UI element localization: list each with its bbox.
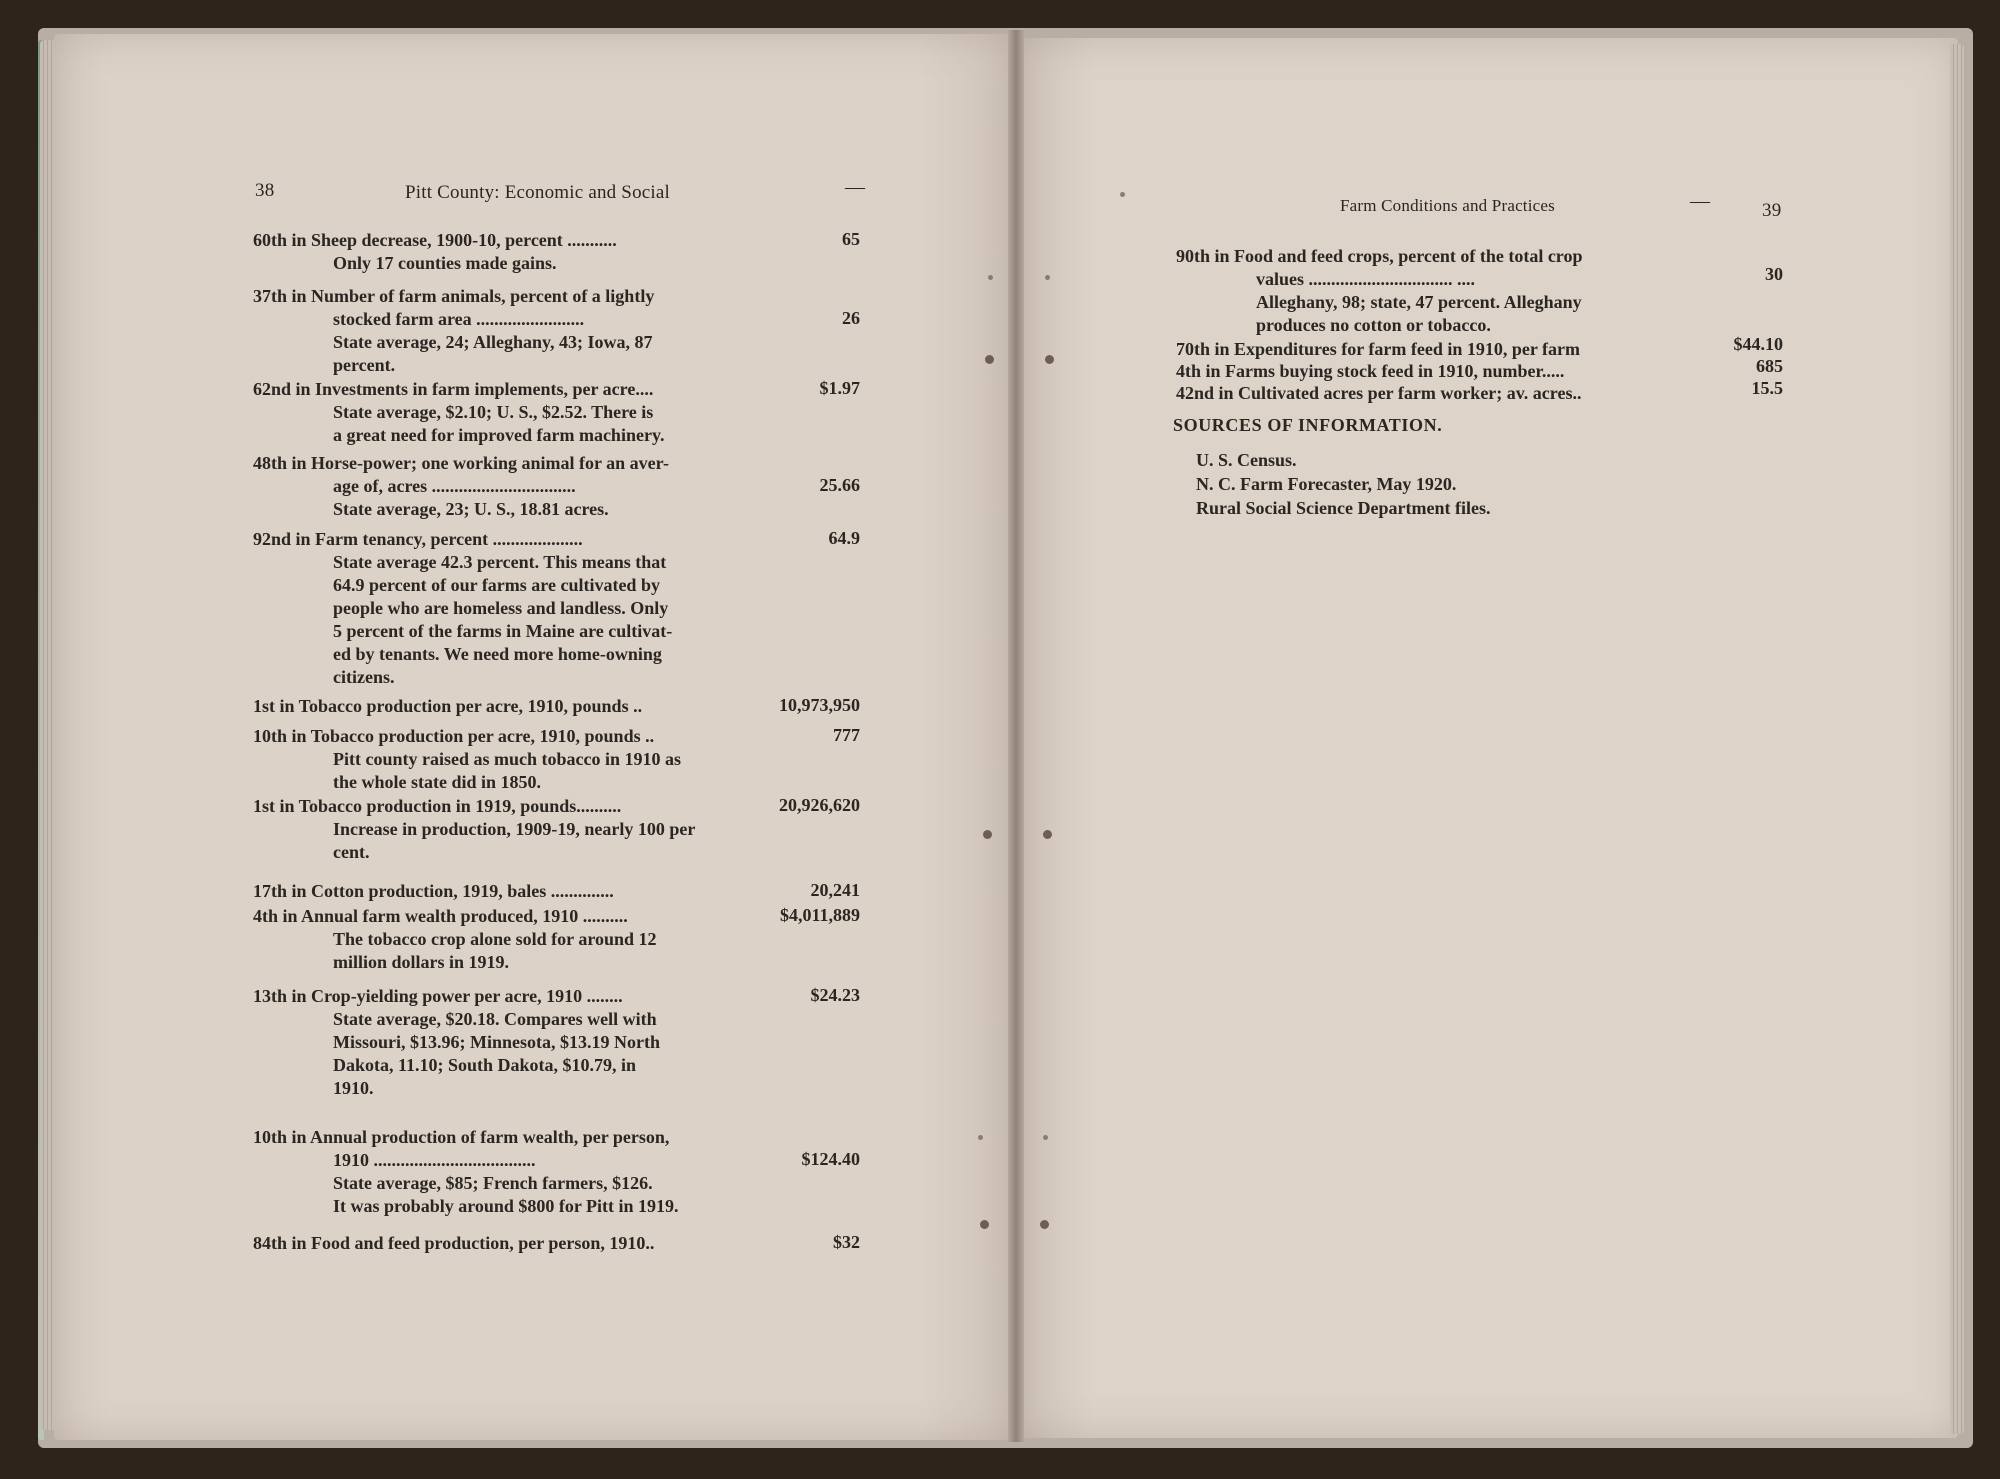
source-item: N. C. Farm Forecaster, May 1920. bbox=[1196, 474, 1457, 494]
entry-note: the whole state did in 1850. bbox=[333, 772, 542, 792]
entry-note: 1910. bbox=[333, 1078, 374, 1098]
entry-value: 65 bbox=[842, 229, 860, 249]
book-gutter bbox=[1008, 30, 1024, 1442]
page-edges-right bbox=[1950, 44, 1964, 1434]
running-title: Farm Conditions and Practices bbox=[1340, 196, 1555, 215]
entry-line: 17th in Cotton production, 1919, bales .............. bbox=[253, 881, 614, 901]
entry-line: 1st in Tobacco production in 1919, pounds.......... bbox=[253, 796, 622, 816]
paper-speck bbox=[1043, 1135, 1048, 1140]
entry-note: Increase in production, 1909-19, nearly 100 per bbox=[333, 819, 696, 839]
binding-hole bbox=[1043, 830, 1052, 839]
entry-note: State average, $2.10; U. S., $2.52. There is bbox=[333, 402, 654, 422]
entry-line: 84th in Food and feed production, per person, 1910.. bbox=[253, 1233, 655, 1253]
source-item: U. S. Census. bbox=[1196, 450, 1297, 470]
running-title: Pitt County: Economic and Social bbox=[405, 182, 670, 203]
entry-note: State average, $85; French farmers, $126. bbox=[333, 1173, 653, 1193]
entry-note: citizens. bbox=[333, 667, 395, 687]
entry-value: 25.66 bbox=[819, 475, 860, 495]
entry-line: 1910 .................................... bbox=[333, 1150, 536, 1170]
header-dash: — bbox=[1690, 190, 1710, 212]
entry-note: Dakota, 11.10; South Dakota, $10.79, in bbox=[333, 1055, 637, 1075]
header-dash: — bbox=[845, 176, 865, 198]
entry-line: 10th in Tobacco production per acre, 1910, pounds .. bbox=[253, 726, 655, 746]
entry-value: $24.23 bbox=[810, 985, 860, 1005]
entry-note: It was probably around $800 for Pitt in 1919. bbox=[333, 1196, 679, 1216]
entry-value: 685 bbox=[1756, 356, 1783, 376]
entry-note: million dollars in 1919. bbox=[333, 952, 510, 972]
entry-note: a great need for improved farm machinery. bbox=[333, 425, 665, 445]
entry-value: 64.9 bbox=[828, 528, 860, 548]
entry-line: values ................................ .... bbox=[1256, 269, 1476, 289]
entry-line: age of, acres ................................ bbox=[333, 476, 576, 496]
entry-note: Alleghany, 98; state, 47 percent. Alleghany bbox=[1256, 292, 1582, 312]
entry-line: 48th in Horse-power; one working animal for an aver- bbox=[253, 453, 669, 473]
entry-value: 30 bbox=[1765, 264, 1783, 284]
entry-value: 777 bbox=[833, 725, 860, 745]
entry-line: stocked farm area ........................ bbox=[333, 309, 585, 329]
entry-note: Only 17 counties made gains. bbox=[333, 253, 557, 273]
paper-speck bbox=[1120, 192, 1125, 197]
entry-value: $44.10 bbox=[1733, 334, 1783, 354]
entry-note: State average, 24; Alleghany, 43; Iowa, 87 bbox=[333, 332, 653, 352]
paper-speck bbox=[988, 275, 993, 280]
entry-note: people who are homeless and landless. Only bbox=[333, 598, 669, 618]
entry-line: 90th in Food and feed crops, percent of the total crop bbox=[1176, 246, 1583, 266]
entry-value: 15.5 bbox=[1751, 378, 1783, 398]
entry-note: percent. bbox=[333, 355, 396, 375]
entry-note: State average, 23; U. S., 18.81 acres. bbox=[333, 499, 609, 519]
entry-line: 60th in Sheep decrease, 1900-10, percent ........... bbox=[253, 230, 617, 250]
entry-value: $32 bbox=[833, 1232, 860, 1252]
entry-note: The tobacco crop alone sold for around 12 bbox=[333, 929, 657, 949]
binding-hole bbox=[983, 830, 992, 839]
entry-line: 70th in Expenditures for farm feed in 1910, per farm bbox=[1176, 339, 1580, 359]
entry-note: State average, $20.18. Compares well with bbox=[333, 1009, 657, 1029]
entry-note: Missouri, $13.96; Minnesota, $13.19 North bbox=[333, 1032, 660, 1052]
entry-note: ed by tenants. We need more home-owning bbox=[333, 644, 662, 664]
entry-value: 20,926,620 bbox=[779, 795, 860, 815]
entry-note: produces no cotton or tobacco. bbox=[1256, 315, 1491, 335]
entry-value: 10,973,950 bbox=[779, 695, 860, 715]
entry-value: $124.40 bbox=[801, 1149, 860, 1169]
entry-value: 26 bbox=[842, 308, 860, 328]
entry-line: 42nd in Cultivated acres per farm worker; av. acres.. bbox=[1176, 383, 1582, 403]
entry-note: 5 percent of the farms in Maine are cultivat- bbox=[333, 621, 673, 641]
entry-line: 10th in Annual production of farm wealth, per person, bbox=[253, 1127, 670, 1147]
binding-hole bbox=[980, 1220, 989, 1229]
paper-speck bbox=[978, 1135, 983, 1140]
binding-hole bbox=[1040, 1220, 1049, 1229]
page-number: 39 bbox=[1762, 200, 1782, 221]
paper-speck bbox=[1045, 275, 1050, 280]
entry-line: 92nd in Farm tenancy, percent .................... bbox=[253, 529, 583, 549]
entry-note: cent. bbox=[333, 842, 370, 862]
entry-value: $4,011,889 bbox=[779, 905, 860, 925]
entry-value: $1.97 bbox=[819, 378, 860, 398]
sources-heading: SOURCES OF INFORMATION. bbox=[1173, 415, 1443, 435]
entry-line: 1st in Tobacco production per acre, 1910, pounds .. bbox=[253, 696, 643, 716]
entry-note: State average 42.3 percent. This means that bbox=[333, 552, 667, 572]
entry-line: 4th in Farms buying stock feed in 1910, number..... bbox=[1176, 361, 1565, 381]
entry-note: Pitt county raised as much tobacco in 1910 as bbox=[333, 749, 681, 769]
entry-line: 4th in Annual farm wealth produced, 1910 .......... bbox=[253, 906, 628, 926]
page-number: 38 bbox=[255, 180, 275, 201]
entry-line: 62nd in Investments in farm implements, per acre.... bbox=[253, 379, 654, 399]
source-item: Rural Social Science Department files. bbox=[1196, 498, 1491, 518]
entry-line: 13th in Crop-yielding power per acre, 1910 ........ bbox=[253, 986, 623, 1006]
entry-line: 37th in Number of farm animals, percent of a lightly bbox=[253, 286, 655, 306]
binding-hole bbox=[1045, 355, 1054, 364]
binding-hole bbox=[985, 355, 994, 364]
entry-value: 20,241 bbox=[810, 880, 860, 900]
entry-note: 64.9 percent of our farms are cultivated by bbox=[333, 575, 660, 595]
